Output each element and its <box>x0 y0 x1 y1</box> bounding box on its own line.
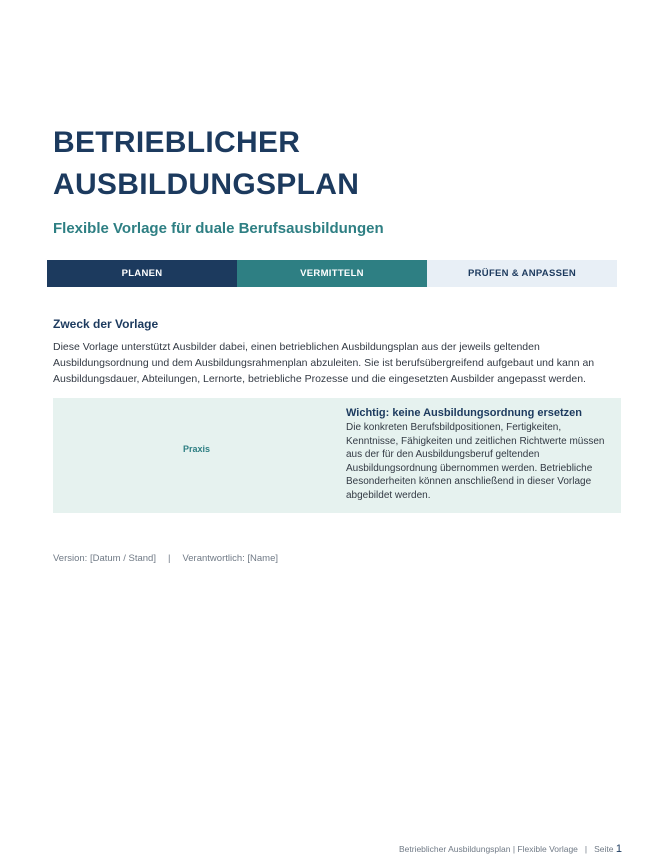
page-footer <box>399 843 622 855</box>
meta-separator: | <box>167 553 171 564</box>
document-meta <box>53 553 278 564</box>
phase-planen: PLANEN <box>47 260 237 287</box>
page-label: Seite <box>594 844 614 854</box>
phase-bar <box>47 260 617 287</box>
section-heading: Zweck der Vorlage <box>53 317 159 331</box>
title-line-2: AUSBILDUNGSPLAN <box>53 168 360 201</box>
note-title: Wichtig: keine Ausbildungsordnung ersetzen <box>346 407 583 419</box>
phase-pruefen-anpassen: PRÜFEN & ANPASSEN <box>427 260 617 287</box>
footer-separator: | <box>584 844 588 854</box>
document-title <box>53 122 613 206</box>
note-box <box>53 398 621 513</box>
footer-text: Betrieblicher Ausbildungsplan | Flexible Vorlage <box>398 844 578 854</box>
note-text: Die konkreten Berufsbildpositionen, Fertigkeiten, Kenntnisse, Fähigkeiten und zeitlichen Richtwerte müssen aus der für den Ausbildungsberuf geltenden Ausbildungsordnung übernommen werden. Betriebliche Besonderheiten können anschließend in dieser Vorlage abgebildet werden. <box>346 422 605 501</box>
version-field: Version: [Datum / Stand] <box>53 553 156 564</box>
page-number: 1 <box>615 843 622 855</box>
section-body: Diese Vorlage unterstützt Ausbilder dabei, einen betrieblichen Ausbildungsplan aus der jeweils geltenden Ausbildungsordnung und dem Ausbildungsrahmenplan abzuleiten. Sie ist berufsübergreifend aufgebaut und kann an Ausbildungsdauer, Abteilungen, Lernorte, betriebliche Prozesse und die eingesetzten Ausbilder angepasst werden. <box>53 341 595 385</box>
document-subtitle: Flexible Vorlage für duale Berufsausbildungen <box>53 220 384 237</box>
phase-vermitteln: VERMITTELN <box>237 260 427 287</box>
title-line-1: BETRIEBLICHER <box>53 126 301 159</box>
responsible-field: Verantwortlich: [Name] <box>182 553 279 564</box>
note-label: Praxis <box>183 444 211 454</box>
